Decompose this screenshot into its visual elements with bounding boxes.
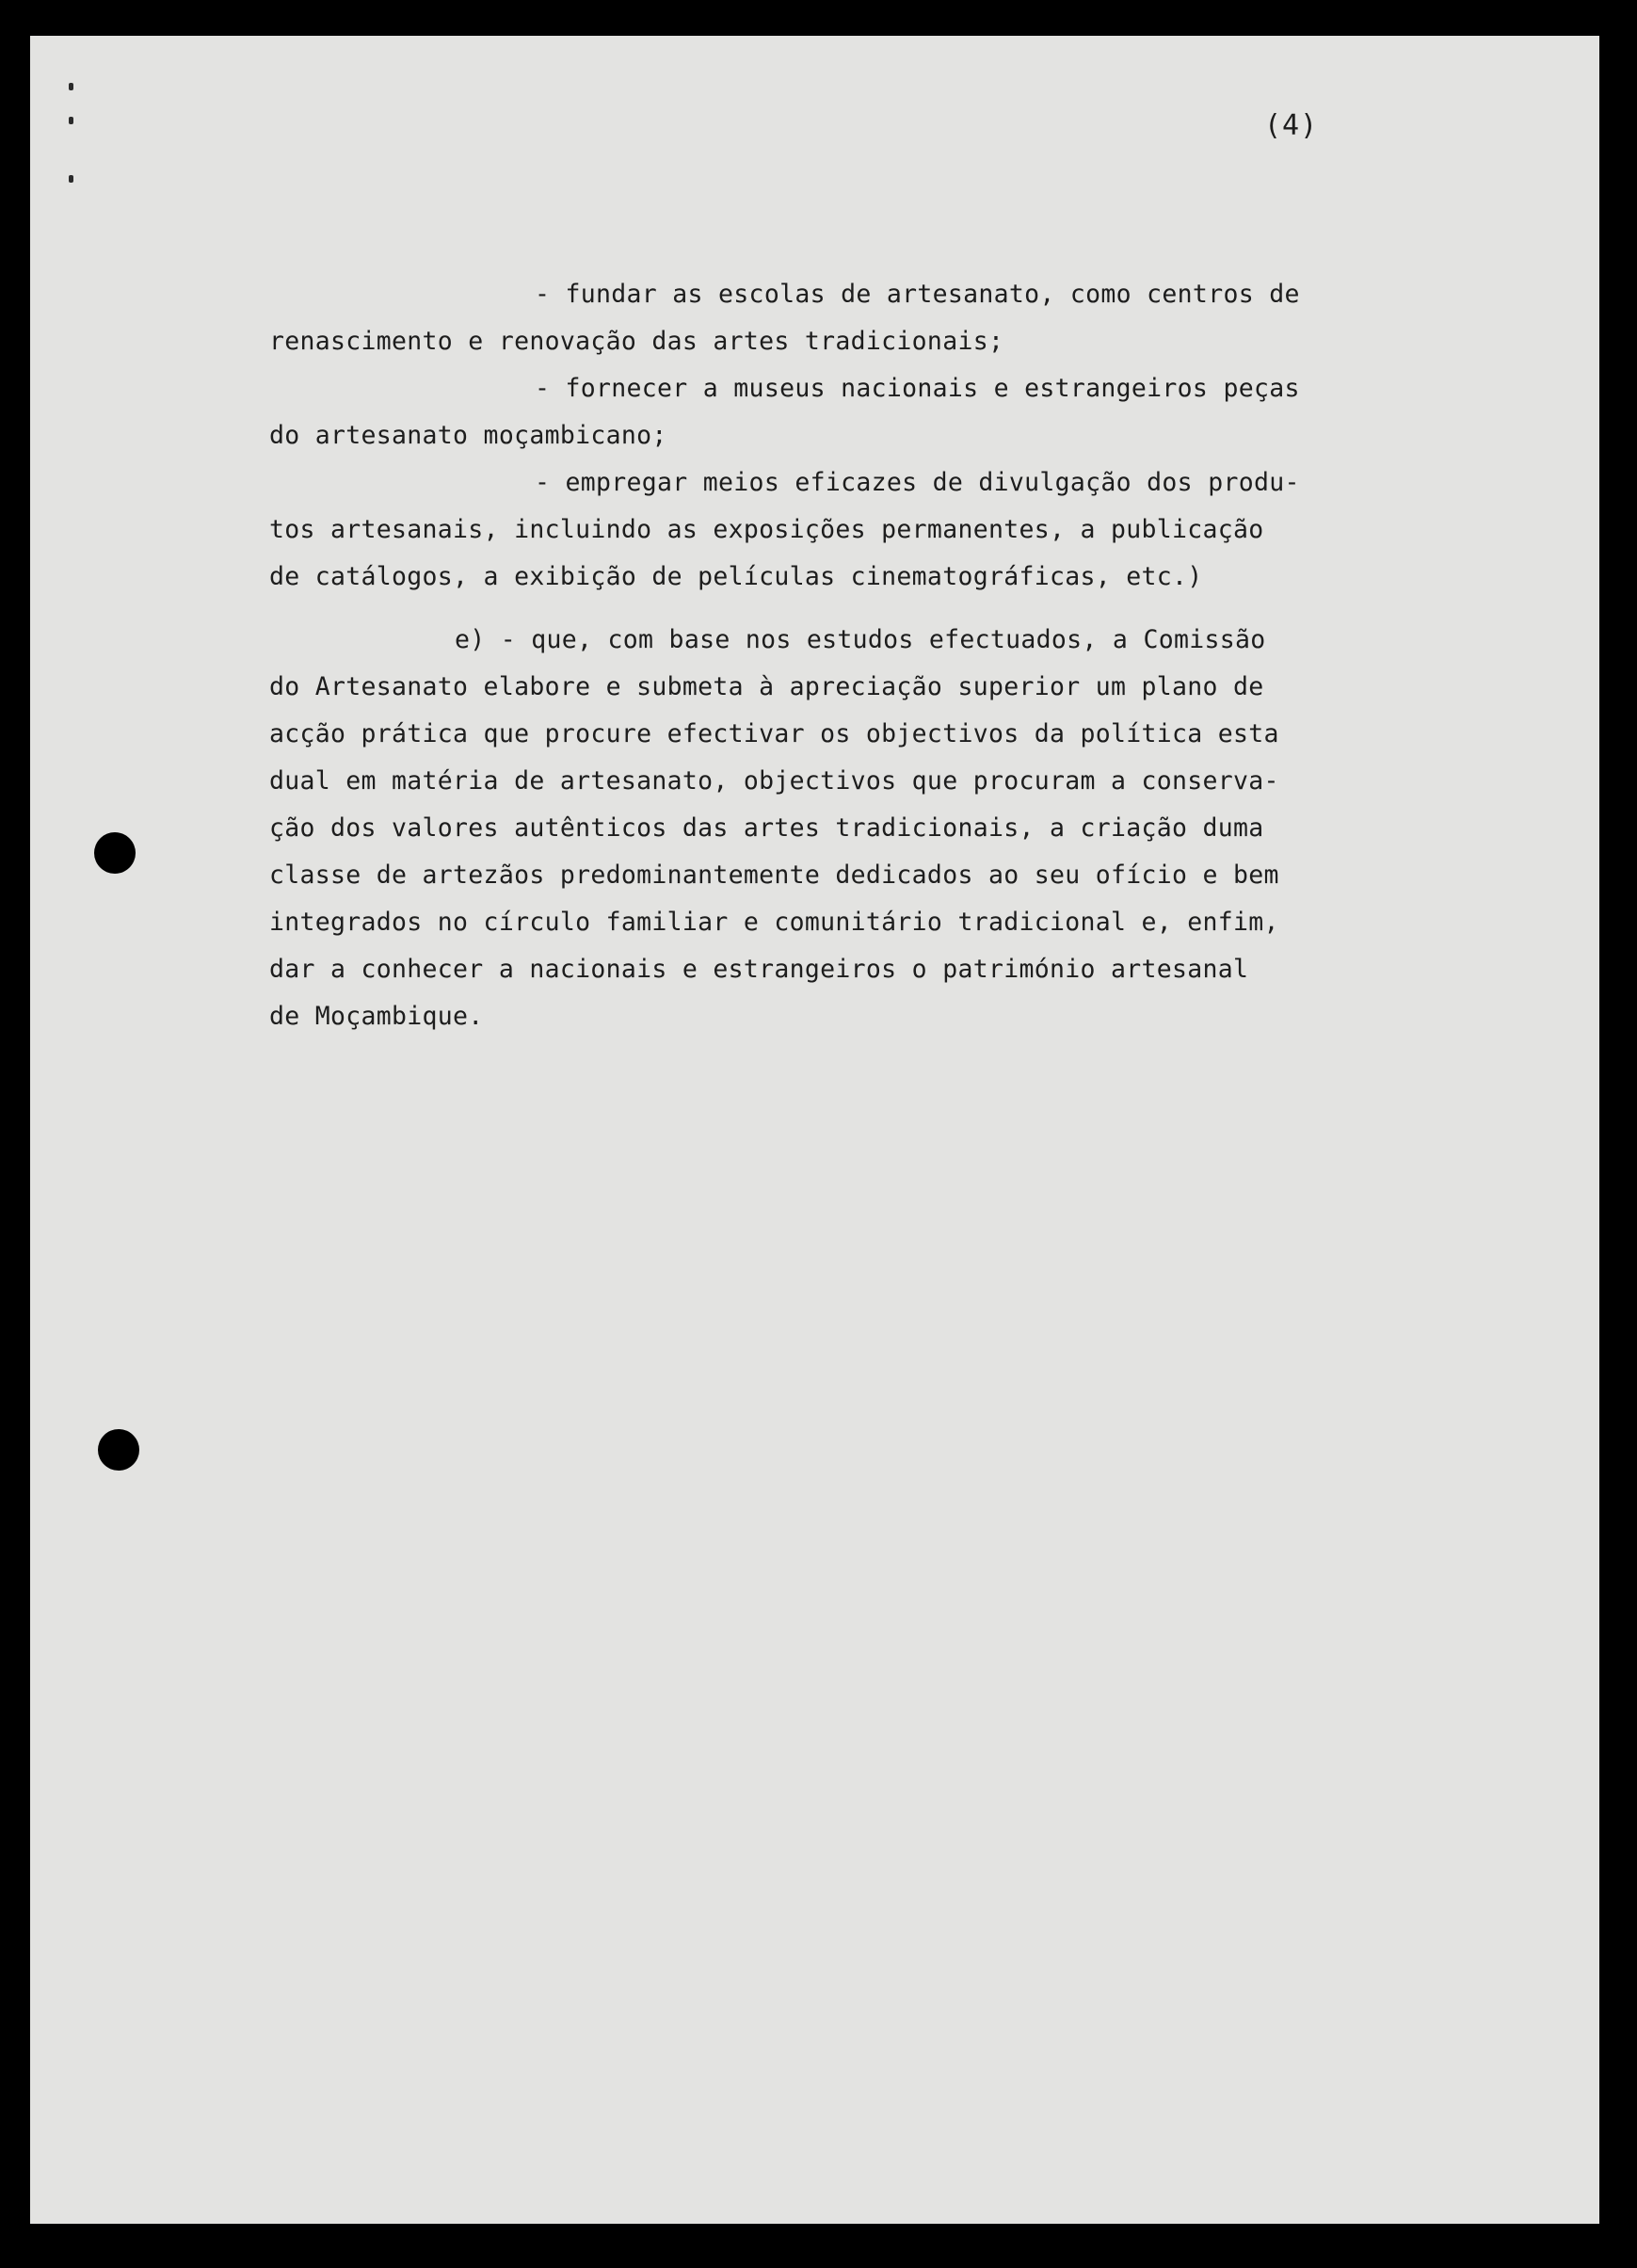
margin-mark (69, 175, 73, 183)
punch-hole (94, 832, 136, 874)
document-page (30, 36, 1599, 2224)
margin-mark (69, 83, 73, 90)
list-item-line: - empregar meios eficazes de divulgação dos produ- (535, 468, 1300, 497)
body-text (269, 271, 1380, 1040)
text-line: do artesanato moçambicano; (269, 421, 667, 450)
paragraph-gap (269, 601, 1380, 617)
text-line: dual em matéria de artesanato, objectivos que procuram a conserva- (269, 766, 1279, 796)
list-item-line: - fundar as escolas de artesanato, como centros de (535, 280, 1300, 309)
text-line: classe de artezãos predominantemente dedicados ao seu ofício e bem (269, 861, 1279, 890)
page-number: (4) (1264, 109, 1319, 142)
text-line: integrados no círculo familiar e comunitário tradicional e, enfim, (269, 908, 1279, 937)
paragraph-e-start: e) - que, com base nos estudos efectuados, a Comissão (455, 625, 1266, 654)
text-line: do Artesanato elabore e submeta à apreciação superior um plano de (269, 672, 1264, 701)
text-line: de Moçambique. (269, 1002, 484, 1031)
punch-hole (98, 1429, 139, 1471)
text-line: de catálogos, a exibição de películas cinematográficas, etc.) (269, 562, 1203, 591)
text-line: ção dos valores autênticos das artes tradicionais, a criação duma (269, 813, 1264, 843)
list-item-line: - fornecer a museus nacionais e estrangeiros peças (535, 374, 1300, 403)
margin-mark (69, 117, 73, 124)
text-line: dar a conhecer a nacionais e estrangeiros o património artesanal (269, 955, 1249, 984)
text-line: renascimento e renovação das artes tradicionais; (269, 327, 1004, 356)
text-line: tos artesanais, incluindo as exposições permanentes, a publicação (269, 515, 1264, 544)
text-line: acção prática que procure efectivar os objectivos da política esta (269, 719, 1279, 748)
